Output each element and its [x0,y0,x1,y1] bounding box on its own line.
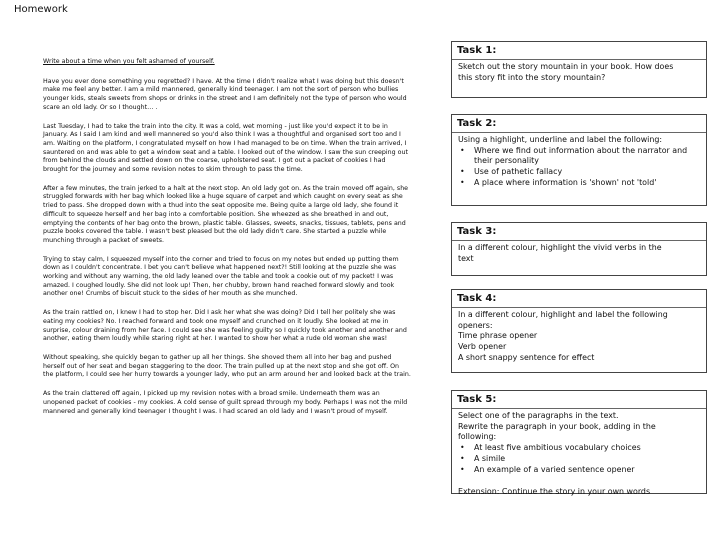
task-4-box [451,289,707,373]
task-5-box [451,390,707,497]
task-4-text: In a different colour, highlight and label the following [458,310,668,319]
task-5-title: Task 5: [452,391,706,409]
story-paragraph-5: As the train rattled on, I knew I had to stop her. Did I ask her what she was doing? Did I tell her politely she was eating my cookies? No. I reached forward and took one myself and crunched on it loudly. She looked at me in surprise, colour draining from her face. I could see she was feeling guilty so I quickly took another and another and another, eating them loudly while staring right at her. I wanted to show her what a rude old woman she was! [43,309,407,343]
task-2-intro: Using a highlight, underline and label the following: [458,135,663,144]
task-1-title: Task 1: [452,42,706,60]
task-5-text: Select one of the paragraphs in the text. [458,411,619,420]
list-item: • At least five ambitious vocabulary choices [458,443,701,454]
page-title: Homework [14,4,68,15]
task-3-body [452,241,706,275]
list-item: • An example of a varied sentence opener [458,465,701,476]
story-paragraph-6: Without speaking, she quickly began to gather up all her things. She shoved them all into her bag and pushed herself out of her seat and began staggering to the door. The train pulled up at the next stop and she got off. On the platform, I could see her hurry towards a younger lady, who put an arm around her and looked back at the train. [43,353,411,379]
task-2-title: Task 2: [452,115,706,133]
task-4-title: Task 4: [452,290,706,308]
story-text [43,58,411,426]
writing-prompt: Write about a time when you felt ashamed of yourself. [43,58,215,65]
task-4-text: A short snappy sentence for effect [458,352,595,362]
task-4-text: openers: [458,320,493,330]
task-4-body [452,308,706,372]
task-1-body [452,60,706,97]
list-item: • Where we find out information about the narrator and their personality [458,146,701,167]
task-3-box [451,222,707,276]
task-2-list [458,146,701,189]
list-item: • Use of pathetic fallacy [458,167,701,178]
list-item: • A simile [458,454,701,465]
task-1-text: this story fit into the story mountain? [458,72,606,82]
task-3-title: Task 3: [452,223,706,241]
task-1-text: Sketch out the story mountain in your book. How does [458,62,674,71]
spacer [458,475,701,487]
task-5-list [458,443,701,475]
task-4-text: Verb opener [458,342,507,352]
task-5-text: Rewrite the paragraph in your book, adding in the [458,421,656,431]
task-2-body [452,133,706,205]
story-paragraph-4: Trying to stay calm, I squeezed myself into the corner and tried to focus on my notes but ended up putting them down as I couldn't concentrate. I bet you can't believe what happened next?! Still looking at the puzzle she was working and without any warning, the old lady leaned over the table and took a cookie out of my packet! I was amazed. I coughed loudly. She did not look up! Then, her chubby, brown hand reached forward slowly and took another one! Crumbs of biscuit stuck to the sides of her mouth as she munched. [43,255,399,298]
task-4-text: Time phrase opener [458,331,538,341]
task-5-extension: Extension: Continue the story in your own words [458,487,651,497]
task-5-text: following: [458,432,497,442]
task-1-box [451,41,707,98]
task-3-text: In a different colour, highlight the vivid verbs in the [458,243,662,252]
story-paragraph-1: Have you ever done something you regretted? I have. At the time I didn't realize what I was doing but this doesn't make me feel any better. I am a mild mannered, generally kind teenager. I am not the sort of person who bullies younger kids, steals sweets from shops or drinks in the street and I am definitely not the type of person who would scare an old lady. Or so I thought… . [43,77,407,111]
story-paragraph-2: Last Tuesday, I had to take the train into the city. It was a cold, wet morning - just like you'd expect it to be in January. As I said I am kind and well mannered so you'd also think I was a thoughtful and organised sort too and I am. Waiting on the platform, I congratulated myself on how I had managed to be on time. When the train arrived, I sauntered on and was able to get a window seat and a table. I looked out of the window. I saw the sun creeping out from behind the clouds and settled down on the coarse, upholstered seat. I got out a packet of cookies I had brought for the journey and some revision notes to skim through to pass the time. [43,122,408,174]
story-paragraph-7: As the train clattered off again, I picked up my revision notes with a broad smile. Underneath them was an unopened packet of cookies - my cookies. A cold sense of guilt spread through my body. Perhaps I was not the mild mannered and generally kind teenager I thought I was. I had scared an old lady and I wasn't proud of myself. [43,390,408,415]
list-item: • A place where information is 'shown' not 'told' [458,178,701,189]
task-5-body [452,409,706,497]
story-paragraph-3: After a few minutes, the train jerked to a halt at the next stop. An old lady got on. As the train moved off again, she struggled forwards with her bag which looked like a huge square of carpet and which caught on every seat as she tried to pass. She dropped down with a thud into the seat opposite me. Being quite a large old lady, she found it difficult to squeeze herself and her bag into a comfortable position. She wheezed as she breathed in and out, emptying the contents of her bag onto the brown, plastic table. Glasses, sweets, snacks, tissues, tablets, pens and puzzle books covered the table. I wasn't best pleased but the old lady didn't care. She started a puzzle while munching through a packet of sweets. [43,184,409,244]
task-3-text: text [458,253,474,263]
task-2-box [451,114,707,206]
